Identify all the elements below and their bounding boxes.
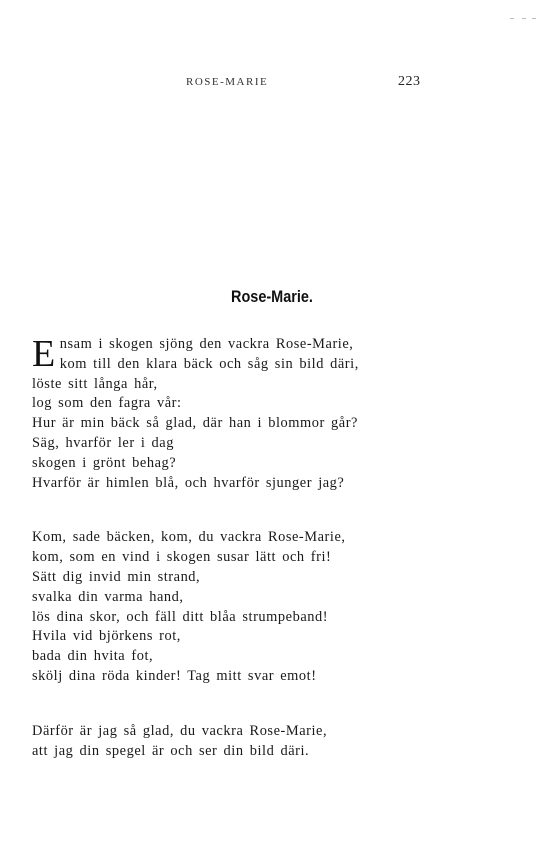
stanza-2 <box>32 528 412 686</box>
scan-speck <box>522 18 526 19</box>
poem-line: bada din hvita fot, <box>32 648 154 665</box>
poem-line: Säg, hvarför ler i dag <box>32 434 174 451</box>
poem-line: Sätt dig invid min strand, <box>32 568 201 585</box>
drop-cap: E <box>32 333 56 375</box>
stanza-1 <box>32 335 412 493</box>
poem-line: skölj dina röda kinder! Tag mitt svar emot! <box>32 667 317 684</box>
stanza-3 <box>32 722 412 762</box>
poem-line: nsam i skogen sjöng den vackra Rose-Marie, <box>59 336 354 352</box>
poem-line: löste sitt långa hår, <box>32 375 158 392</box>
poem-line: Hvarför är himlen blå, och hvarför sjunger jag? <box>32 474 345 491</box>
poem-line: skogen i grönt behag? <box>32 454 177 471</box>
poem-line: Kom, sade bäcken, kom, du vackra Rose-Marie, <box>32 529 346 546</box>
poem-line: Hur är min bäck så glad, där han i blommor går? <box>32 415 358 432</box>
poem-line: svalka din varma hand, <box>32 588 184 605</box>
scan-specks <box>510 18 540 20</box>
running-head <box>0 76 544 96</box>
page-number: 223 <box>398 74 421 89</box>
poem-line: log som den fagra vår: <box>32 395 182 412</box>
poem-line: kom till den klara bäck och såg sin bild däri, <box>59 355 359 372</box>
poem-line: lös dina skor, och fäll ditt blåa strumpeband! <box>32 608 329 625</box>
running-title: ROSE-MARIE <box>186 76 269 88</box>
poem-title: Rose-Marie. <box>231 287 313 306</box>
poem-line: kom, som en vind i skogen susar lätt och fri! <box>32 549 332 566</box>
poem-line: Därför är jag så glad, du vackra Rose-Marie, <box>32 722 328 739</box>
scan-speck <box>532 18 536 19</box>
scan-speck <box>510 18 514 19</box>
poem-line: att jag din spegel är och ser din bild däri. <box>32 742 310 759</box>
poem-line: Hvila vid björkens rot, <box>32 628 181 645</box>
poem-body <box>32 335 412 761</box>
